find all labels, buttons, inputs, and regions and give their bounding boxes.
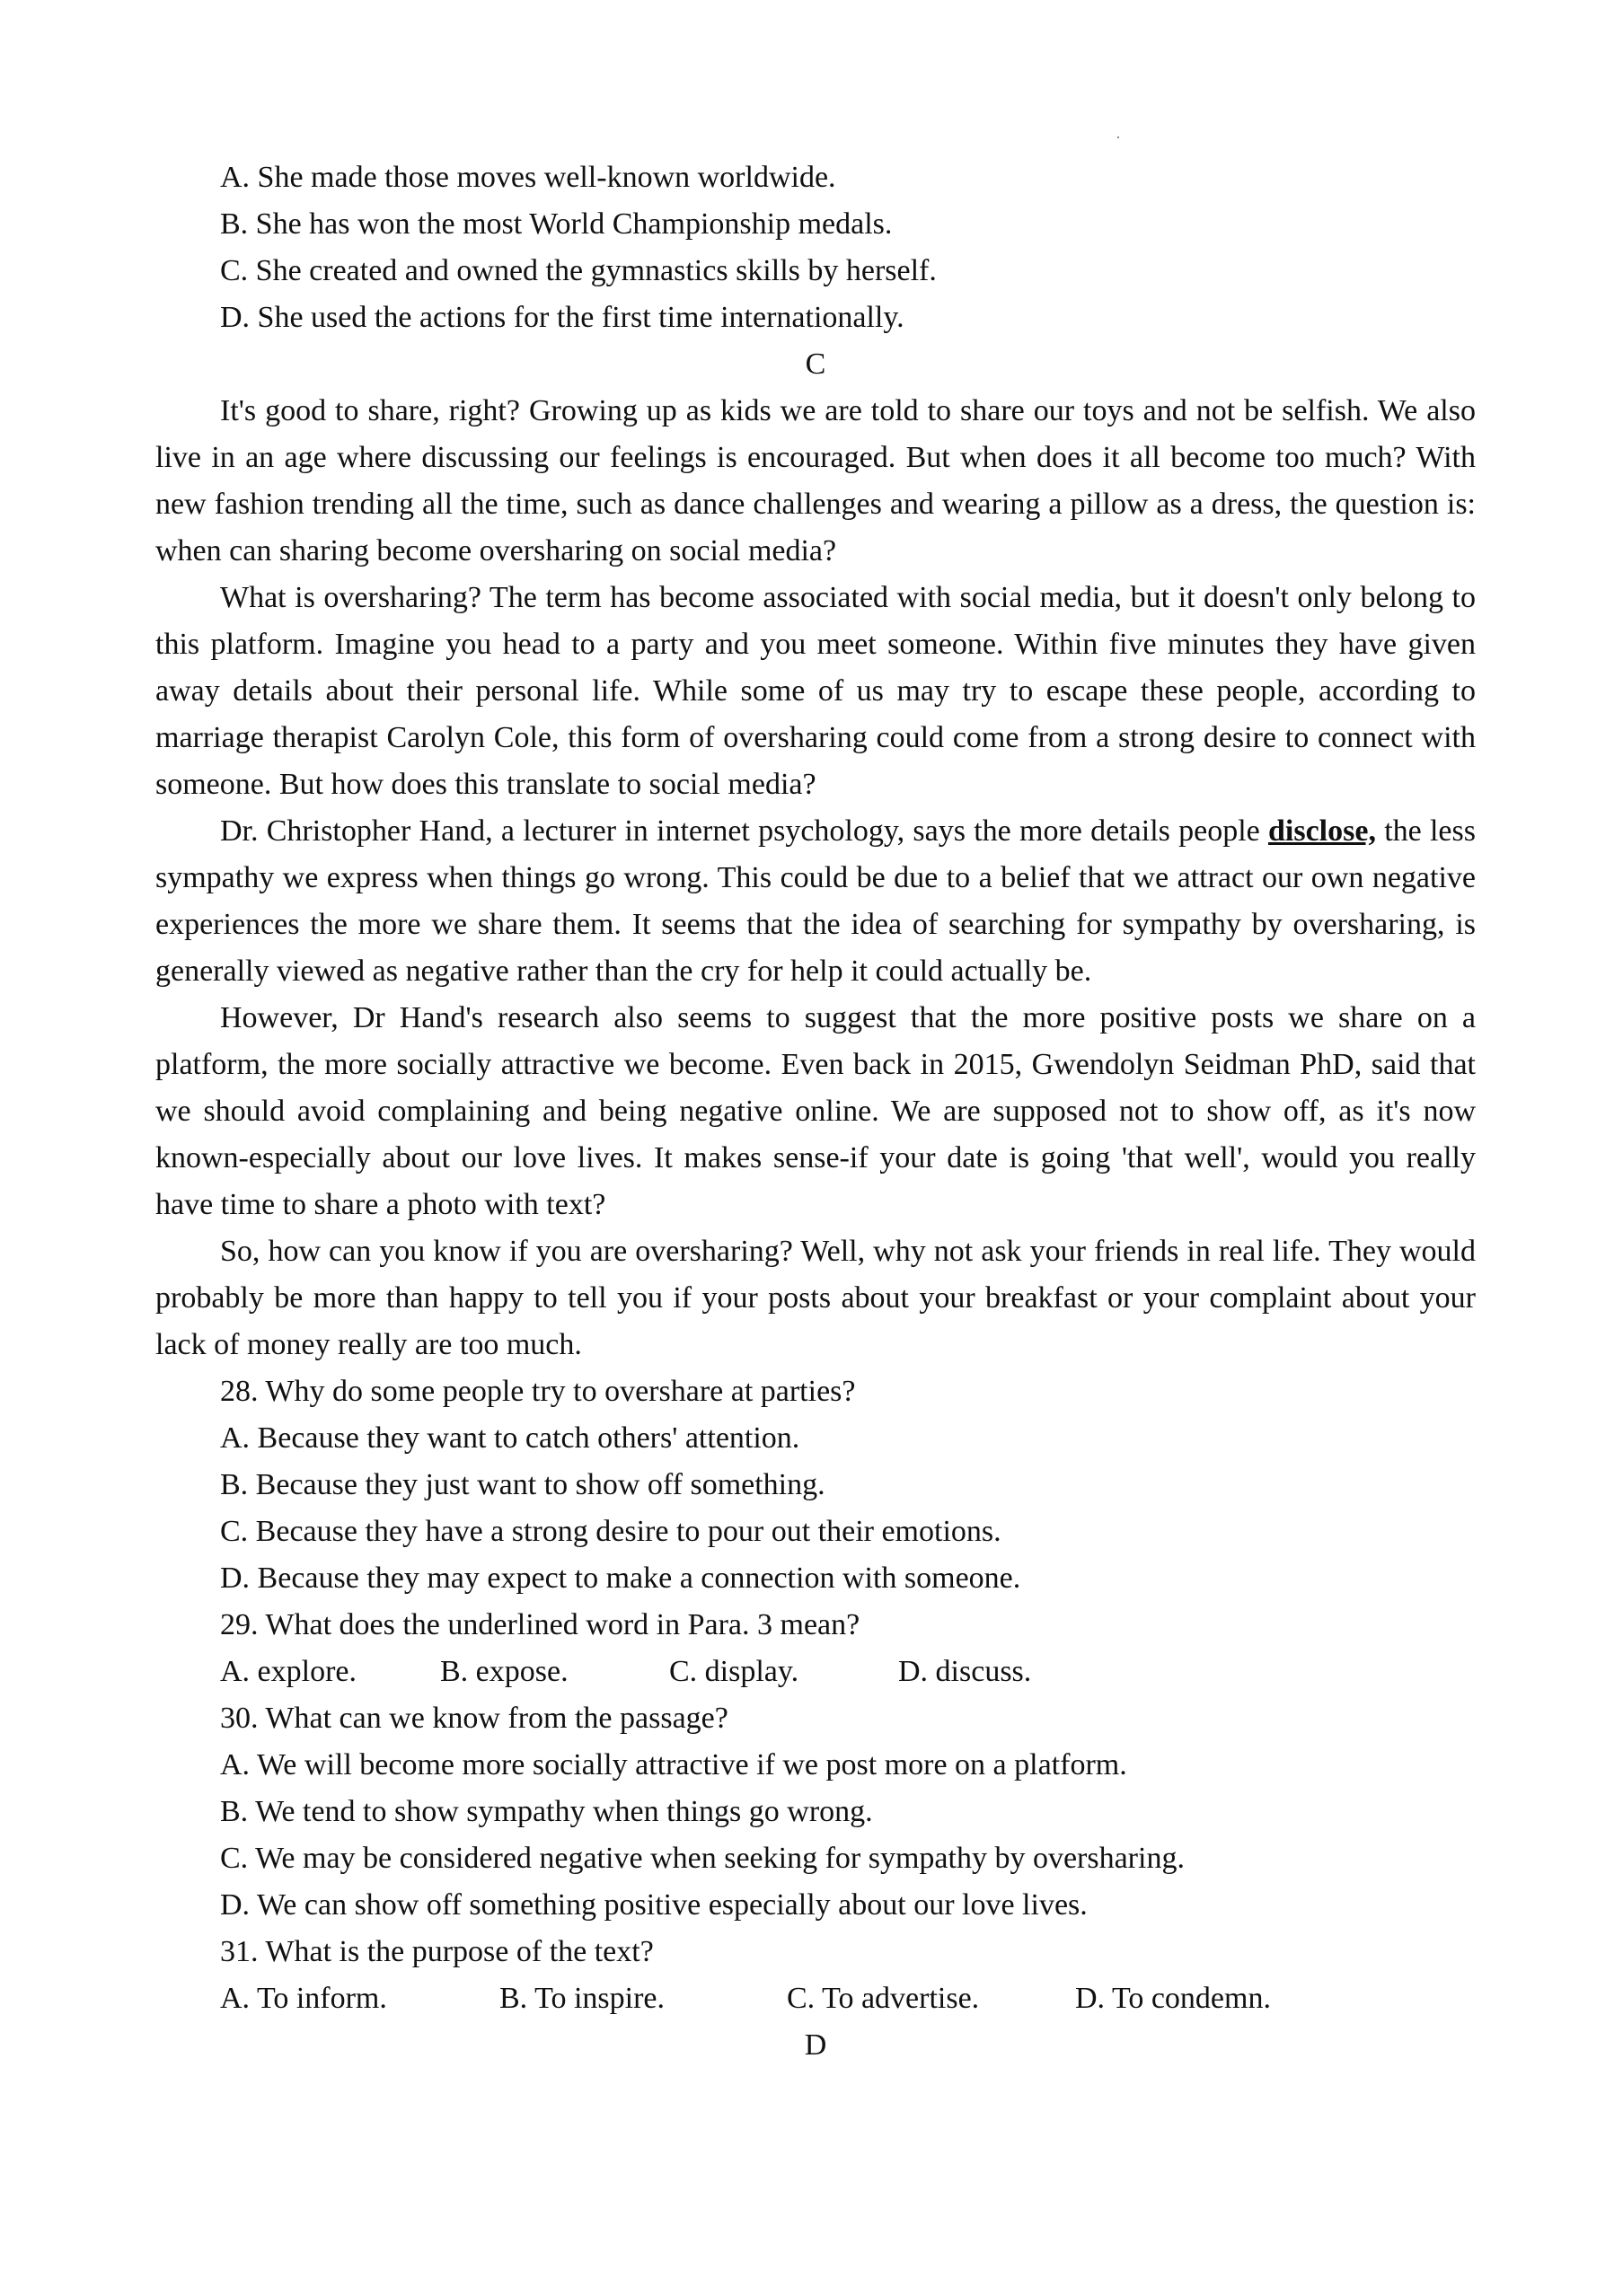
q28-option-d: D. Because they may expect to make a connection with someone.	[220, 1561, 1021, 1595]
q31-options	[155, 1975, 1476, 2022]
q29-option-a: A. explore.	[220, 1655, 357, 1688]
prev-option-c: C. She created and owned the gymnastics skills by herself.	[220, 254, 937, 287]
q29-option-d: D. discuss.	[898, 1655, 1032, 1688]
q30-option-a: A. We will become more socially attractive if we post more on a platform.	[220, 1748, 1127, 1781]
q30-option-d: D. We can show off something positive especially about our love lives.	[220, 1888, 1088, 1922]
prev-option-b: B. She has won the most World Championship medals.	[220, 207, 893, 241]
q30-option-b: B. We tend to show sympathy when things go wrong.	[220, 1795, 873, 1828]
underlined-word: disclose,	[1268, 814, 1376, 848]
passage-paragraph-3	[155, 808, 1476, 995]
stray-dot	[1117, 136, 1119, 138]
q29-options	[155, 1649, 1476, 1695]
prev-option-a: A. She made those moves well-known worldwide.	[220, 161, 836, 194]
q28-option-c: C. Because they have a strong desire to pour out their emotions.	[220, 1515, 1001, 1548]
prev-option-d: D. She used the actions for the first time internationally.	[220, 301, 904, 334]
q31-option-a: A. To inform.	[220, 1982, 387, 2015]
question-28: 28. Why do some people try to overshare at parties?	[220, 1375, 856, 1408]
q28-option-a: A. Because they want to catch others' attention.	[220, 1421, 800, 1455]
passage-paragraph-2: What is oversharing? The term has become associated with social media, but it doesn't only belong to this platform. Imagine you head to a party and you meet someone. Within five minutes they have given away details about their personal life. While some of us may try to escape these people, according to marriage therapist Carolyn Cole, this form of oversharing could come from a strong desire to connect with someone. But how does this translate to social media?	[155, 581, 1476, 801]
passage-paragraph-1: It's good to share, right? Growing up as kids we are told to share our toys and not be selfish. We also live in an age where discussing our feelings is encouraged. But when does it all become too much? With new fashion trending all the time, such as dance challenges and wearing a pillow as a dress, the question is: when can sharing become oversharing on social media?	[155, 394, 1476, 567]
q29-option-b: B. expose.	[440, 1655, 569, 1688]
q31-option-c: C. To advertise.	[787, 1982, 980, 2015]
q28-option-b: B. Because they just want to show off something.	[220, 1468, 825, 1501]
q30-option-c: C. We may be considered negative when seeking for sympathy by oversharing.	[220, 1842, 1185, 1875]
q29-option-c: C. display.	[669, 1655, 799, 1688]
question-30: 30. What can we know from the passage?	[220, 1702, 728, 1735]
q31-option-d: D. To condemn.	[1075, 1982, 1271, 2015]
section-d-heading: D	[804, 2028, 827, 2062]
question-29: 29. What does the underlined word in Para. 3 mean?	[220, 1608, 860, 1641]
page-content	[155, 154, 1476, 2069]
para3-before: Dr. Christopher Hand, a lecturer in internet psychology, says the more details people	[220, 814, 1268, 848]
question-31: 31. What is the purpose of the text?	[220, 1935, 654, 1968]
section-c-heading: C	[805, 347, 826, 381]
q31-option-b: B. To inspire.	[499, 1982, 665, 2015]
para3-after: the less sympathy we express when things go wrong. This could be due to a belief that we attract our own negative experiences the more we share them. It seems that the idea of searching for sympathy by oversharing, is generally viewed as negative rather than the cry for help it could actually be.	[155, 814, 1476, 988]
passage-paragraph-4: However, Dr Hand's research also seems to suggest that the more positive posts we share on a platform, the more socially attractive we become. Even back in 2015, Gwendolyn Seidman PhD, said that we should avoid complaining and being negative online. We are supposed not to show off, as it's now known-especially about our love lives. It makes sense-if your date is going 'that well', would you really have time to share a photo with text?	[155, 1001, 1476, 1221]
passage-paragraph-5: So, how can you know if you are oversharing? Well, why not ask your friends in real life. They would probably be more than happy to tell you if your posts about your breakfast or your complaint about your lack of money really are too much.	[155, 1235, 1476, 1361]
